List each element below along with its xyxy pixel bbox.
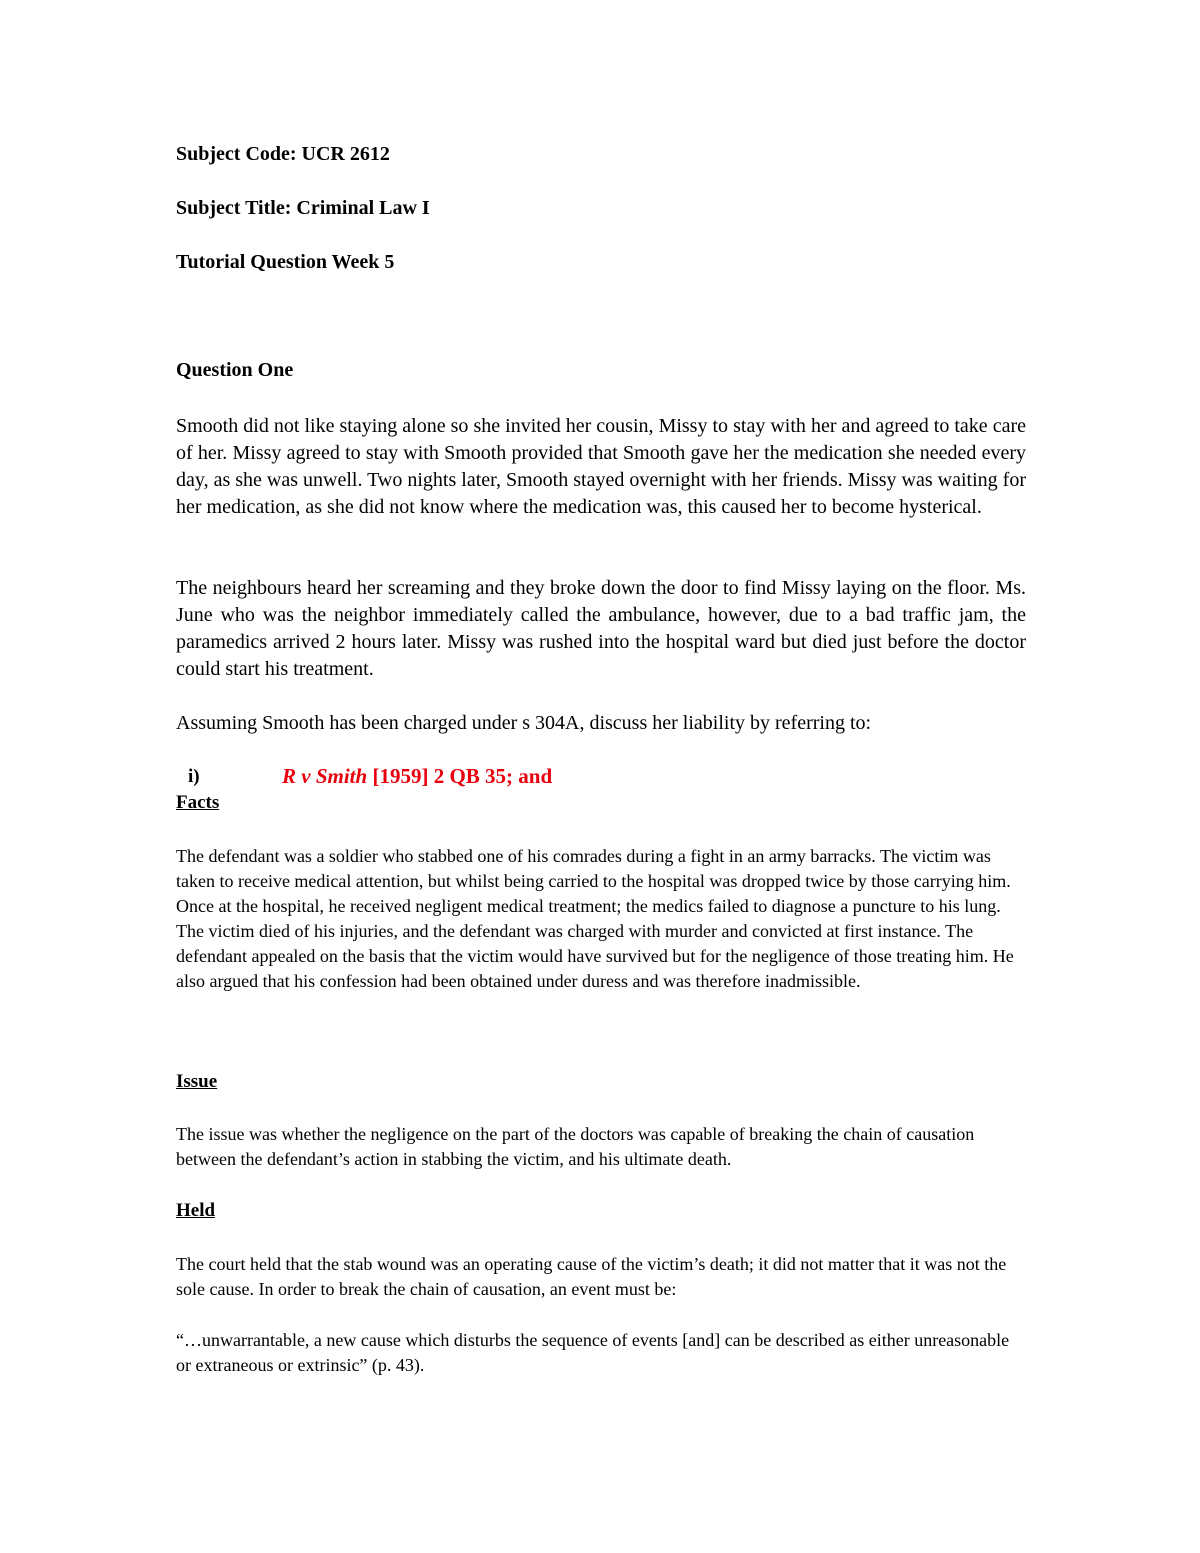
question-paragraph-3: Assuming Smooth has been charged under s 304A, discuss her liability by referring to: xyxy=(176,712,872,734)
case-name: R v Smith xyxy=(282,764,368,788)
question-paragraph-1: Smooth did not like staying alone so she invited her cousin, Missy to stay with her and agreed to take care of her. Missy agreed to stay with Smooth provided that Smooth gave her the medication she needed every day, as she was unwell. Two nights later, Smooth stayed overnight with her friends. Missy was waiting for her medication, as she did not know where the medication was, this caused her to become hysterical. xyxy=(176,415,1026,518)
case-number: i) xyxy=(188,766,200,787)
subject-title: Subject Title: Criminal Law I xyxy=(176,197,430,219)
held-quote: “…unwarrantable, a new cause which disturbs the sequence of events [and] can be described as either unreasonable or extraneous or extrinsic” (p. 43). xyxy=(176,1330,1010,1375)
subject-code: Subject Code: UCR 2612 xyxy=(176,143,390,165)
question-heading: Question One xyxy=(176,359,294,381)
case-citation: [1959] 2 QB 35; and xyxy=(367,764,553,788)
facts-text: The defendant was a soldier who stabbed one of his comrades during a fight in an army barracks. The victim was taken to receive medical attention, but whilst being carried to the hospital was dropped twice by those carrying him. Once at the hospital, he received negligent medical treatment; the medics failed to diagnose a puncture to his lung. The victim died of his injuries, and the defendant was charged with murder and convicted at first instance. The defendant appealed on the basis that the victim would have survived but for the negligence of those treating him. He also argued that his confession had been obtained under duress and was therefore inadmissible. xyxy=(176,846,1014,991)
facts-heading: Facts xyxy=(176,792,220,813)
tutorial-title: Tutorial Question Week 5 xyxy=(176,251,395,273)
issue-heading: Issue xyxy=(176,1071,218,1092)
case-reference xyxy=(282,764,552,789)
question-paragraph-2: The neighbours heard her screaming and they broke down the door to find Missy laying on the floor. Ms. June who was the neighbor immediately called the ambulance, however, due to a bad traffic jam, the paramedics arrived 2 hours later. Missy was rushed into the hospital ward but died just before the doctor could start his treatment. xyxy=(176,577,1026,680)
held-text: The court held that the stab wound was an operating cause of the victim’s death; it did not matter that it was not the sole cause. In order to break the chain of causation, an event must be: xyxy=(176,1254,1007,1299)
held-heading: Held xyxy=(176,1200,216,1221)
issue-text: The issue was whether the negligence on the part of the doctors was capable of breaking the chain of causation between the defendant’s action in stabbing the victim, and his ultimate death. xyxy=(176,1124,975,1169)
